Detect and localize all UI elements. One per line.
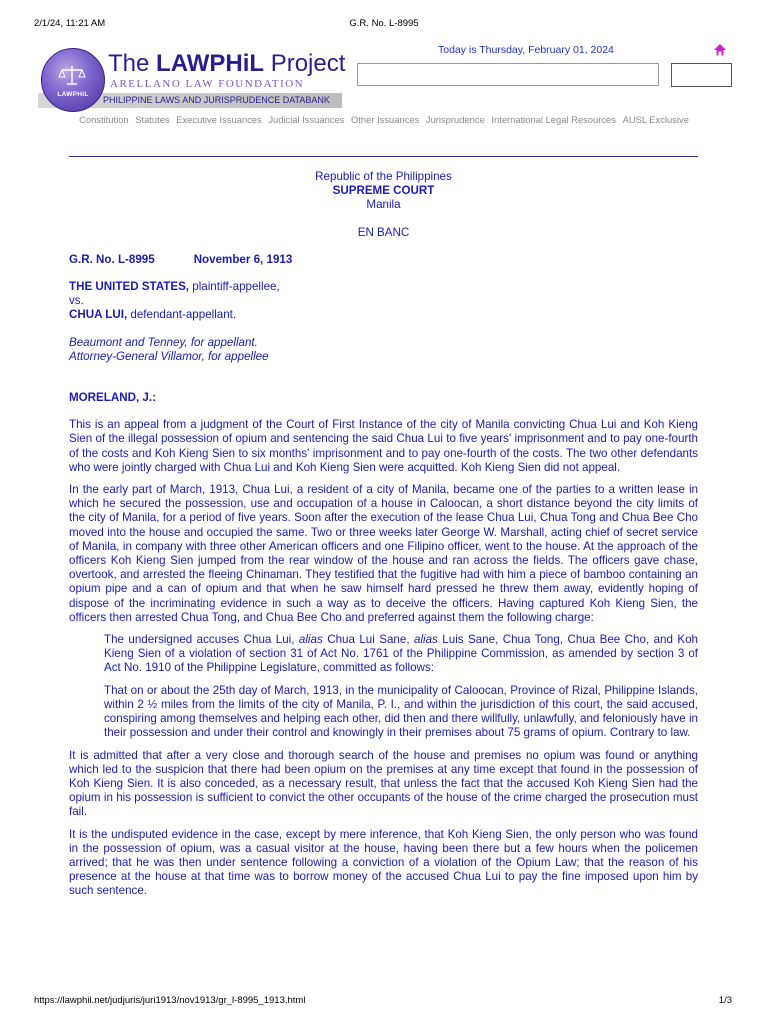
division: EN BANC [357,225,410,239]
versus: vs. [69,294,84,308]
nav-item-executive-issuances[interactable]: Executive Issuances [176,114,262,125]
paragraph-2: In the early part of March, 1913, Chua Lui, a resident of a city of Manila, became one of the parties to a written lease in which he secured the possession, use and occupation of a house in Caloocan, a short distance beyond the city limits of the city of Manila, for a period of five years. Soon after the execution of the lease Chua Lui, Chua Tong and Chua Bee Cho moved into the house and occupied the same. Two or three weeks later George W. Marshall, acting chief of secret service of Manila, in company with three other American officers and one Filipino officer, went to the house. At the approach of the officers Koh Kieng Sien jumped from the rear window of the house and ran across the fields. The officers gave chase, overtook, and arrested the fleeing Chinaman. They testified that the fugitive had with him a piece of bamboo containing an opium pipe and a can of opium and that when he saw himself hard pressed he threw them away, evidently hoping of dispose of the incriminating evidence in such a way as to deceive the officers. Having captured Koh Kieng Sien, the officers then arrested Chua Tong, and Chua Bee Cho and preferred against them the following charge: [69,483,698,624]
case-number-line [69,253,698,267]
nav-item-ausl-exclusive[interactable]: AUSL Exclusive [622,114,689,125]
print-doc-title: G.R. No. L-8995 [349,18,419,29]
court-heading [69,170,698,213]
print-datetime: 2/1/24, 11:21 AM [34,18,106,29]
paragraph-3: It is admitted that after a very close and thorough search of the house and premises no opium was found or anything which led to the suspicion that there had been opium on the premises at any time except that found in the possession of Koh Kieng Sien. It is also conceded, as a necessary result, that unless the fact that the accused Koh Kieng Sien had the opium in his possession is sufficient to convict the other occupants of the house of the crime charged the prosecution must fail. [69,748,698,819]
defendant-name: CHUA LUI, [69,308,128,322]
court-name: SUPREME COURT [332,184,435,198]
nav-item-other-issuances[interactable]: Other Issuances [351,114,420,125]
paragraph-1: This is an appeal from a judgment of the Court of First Instance of the city of Manila convicting Chua Lui and Koh Kieng Sien of the illegal possession of opium and sentencing the said Chua Lui to five years' imprisonment and to pay one-fourth of the costs and Koh Kieng Sien to six months' imprisonment and to pay one-fourth of the costs. The two other defendants who were jointly charged with Chua Lui and Koh Kieng Sien were acquitted. Koh Kieng Sien did not appeal. [69,418,698,474]
brand-title-suffix: Project [264,50,346,77]
gr-number: G.R. No. L-8995 [69,252,155,266]
counsel-appellant: Beaumont and Tenney, for appellant. [69,335,258,349]
brand-subtitle: ARELLANO LAW FOUNDATION [110,78,305,90]
brand-title[interactable] [108,50,345,78]
brand-title-prefix: The [108,50,157,77]
search-button[interactable] [671,63,732,87]
republic-line: Republic of the Philippines [315,170,452,183]
nav-item-jurisprudence[interactable]: Jurisprudence [425,114,485,125]
brand-tagline: PHILIPPINE LAWS AND JURISPRUDENCE DATABANK [103,95,330,105]
header-divider [69,156,698,157]
brand-title-name: LAWPHiL [156,50,265,77]
print-footer [0,995,768,1009]
plaintiff-name: THE UNITED STATES, [69,280,190,294]
main-nav [0,114,768,125]
decision-date: November 6, 1913 [193,252,293,266]
nav-item-judicial-issuances[interactable]: Judicial Issuances [268,114,345,125]
today-date: Today is Thursday, February 01, 2024 [438,44,614,56]
decision-document [69,170,698,899]
print-header [0,18,768,32]
home-icon[interactable] [713,43,727,57]
ponente: MORELAND, J.: [69,391,156,405]
nav-item-international-legal-resources[interactable]: International Legal Resources [491,114,616,125]
case-caption [69,280,698,323]
counsel-block [69,336,698,364]
print-page-number: 1/3 [718,995,732,1006]
search-input[interactable] [357,63,659,86]
quoted-information-2: That on or about the 25th day of March, 1913, in the municipality of Caloocan, Province of Rizal, Philippine Islands, within 2 ½ miles from the limits of the city of Manila, P. I., and within the jurisdiction of this court, the said accused, conspiring among themselves and helping each other, did then and there willfully, unlawfully, and feloniously have in their possession and under their control and knowingly in their premises about 75 grams of opium. Contrary to law. [104,683,698,740]
paragraph-4: It is the undisputed evidence in the case, except by mere inference, that Koh Kieng Sien, the only person who was found in the possession of opium, was a casual visitor at the house, having been there but a few hours when the policemen arrived; that he was then under sentence following a conviction of a violation of the Opium Law; that the reason of his presence at the house at that time was to borrow money of the accused Chua Lui to pay the fine imposed upon him by such sentence. [69,827,698,898]
nav-item-statutes[interactable]: Statutes [135,114,170,125]
nav-item-constitution[interactable]: Constitution [79,114,129,125]
defendant-role: defendant-appellant. [127,308,237,322]
plaintiff-role: plaintiff-appellee, [189,280,280,294]
court-city: Manila [366,198,401,212]
print-url: https://lawphil.net/judjuris/juri1913/nov1913/gr_l-8995_1913.html [34,995,306,1006]
counsel-appellee: Attorney-General Villamor, for appellee [69,349,269,363]
logo-caption: LAWPHiL [57,91,89,98]
quoted-information-1: The undersigned accuses Chua Lui, alias Chua Lui Sane, alias Luis Sane, Chua Tong, Chua Bee Cho, and Koh Kieng Sien of a violation of section 31 of Act No. 1761 of the Philippine Commission, as amended by section 3 of Act No. 1910 of the Philippine Legislature, committed as follows: [104,633,699,675]
scales-of-justice-icon [58,64,86,88]
